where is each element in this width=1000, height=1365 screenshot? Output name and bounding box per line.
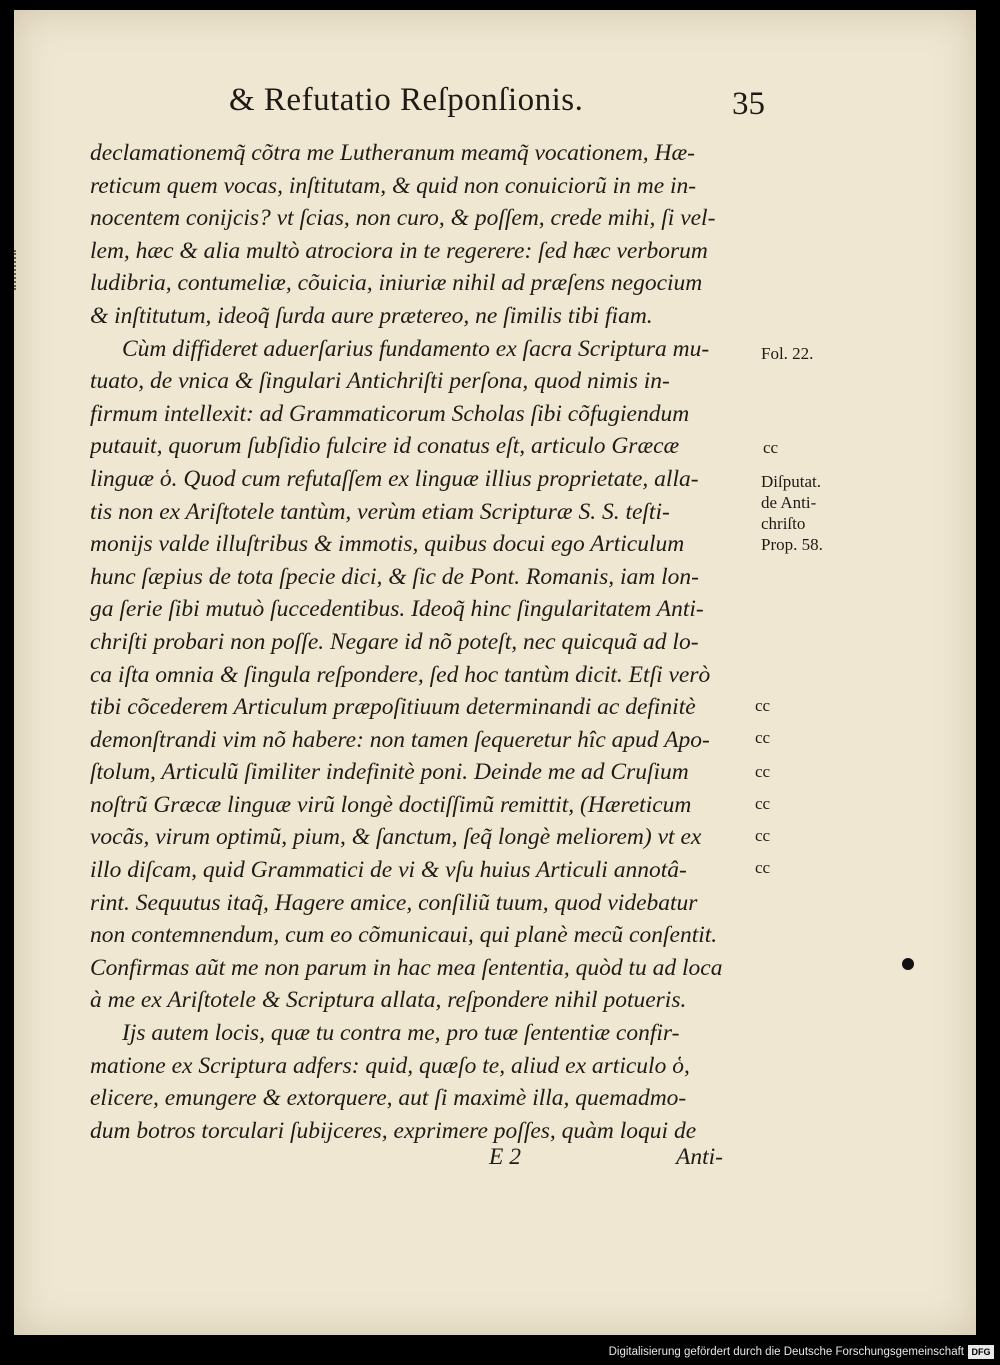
quotation-mark: cc <box>755 826 771 845</box>
marginal-note-disputat: Prop. 58. <box>761 535 823 554</box>
text-line: dum botros torculari ſubijceres, exprimere poſſes, quàm loqui de <box>90 1117 697 1144</box>
dfg-logo: DFG <box>968 1345 994 1359</box>
marginal-note-fol: Fol. 22. <box>761 344 814 363</box>
running-title: & Refutatio Reſponſionis. <box>229 82 584 118</box>
marginal-note-disputat: Diſputat. <box>761 472 821 491</box>
text-line: matione ex Scriptura adfers: quid, quæſo te, aliud ex articulo ὁ, <box>90 1052 690 1079</box>
text-line: hunc ſæpius de tota ſpecie dici, & ſic de Pont. Romanis, iam lon- <box>90 563 699 590</box>
ink-blot <box>902 958 914 970</box>
quotation-mark: cc <box>755 728 771 747</box>
text-line: à me ex Ariſtotele & Scriptura allata, reſpondere nihil potueris. <box>90 987 687 1014</box>
signature-mark: E 2 <box>489 1144 521 1170</box>
digitization-credit: Digitalisierung gefördert durch die Deutsche Forschungsgemeinschaft <box>608 1346 964 1358</box>
text-line: elicere, emungere & extorquere, aut ſi maximè illa, quemadmo- <box>90 1085 687 1112</box>
text-line: nocentem conijcis? vt ſcias, non curo, & poſſem, crede mihi, ſi vel- <box>90 205 716 232</box>
quotation-mark: cc <box>763 438 779 457</box>
text-line: noſtrũ Græcæ linguæ virũ longè doctiſſimũ remittit, (Hæreticum <box>90 791 692 818</box>
text-line: Cùm diffideret aduerſarius fundamento ex ſacra Scriptura mu- <box>122 335 710 362</box>
text-line: demonſtrandi vim nõ habere: non tamen ſequeretur hîc apud Apo- <box>90 726 710 753</box>
text-line: Confirmas aũt me non parum in hac mea ſententia, quòd tu ad loca <box>90 954 723 981</box>
text-line: putauit, quorum ſubſidio fulcire id conatus eſt, articulo Græcæ <box>90 433 680 460</box>
marginal-notes <box>755 10 979 1335</box>
page-number: 35 <box>732 86 765 122</box>
text-line: monijs valde illuſtribus & immotis, quibus docui ego Articulum <box>90 531 685 558</box>
text-line: ga ſerie ſibi mutuò ſuccedentibus. Ideoq̃ hinc ſingularitatem Anti- <box>90 596 704 623</box>
text-line: linguæ ὁ. Quod cum refutaſſem ex linguæ illius proprietate, alla- <box>90 465 699 492</box>
quotation-mark: cc <box>755 696 771 715</box>
quotation-mark: cc <box>755 794 771 813</box>
text-line: & inſtitutum, ideoq̃ ſurda aure prætereo, ne ſimilis tibi fiam. <box>90 302 653 329</box>
text-line: tis non ex Ariſtotele tantùm, verùm etiam Scripturæ S. S. teſti- <box>90 498 670 525</box>
text-line: ludibria, contumeliæ, cõuicia, iniuriæ nihil ad præſens negocium <box>90 270 703 297</box>
marginal-note-disputat: chriſto <box>761 514 806 533</box>
text-line: vocãs, virum optimũ, pium, & ſanctum, ſeq̃ longè meliorem) vt ex <box>90 824 702 851</box>
text-line: non contemnendum, cum eo cõmunicaui, qui planè mecũ conſentit. <box>90 922 718 949</box>
page-edge-marks <box>14 250 19 290</box>
text-line: Ijs autem locis, quæ tu contra me, pro tuæ ſententiæ confir- <box>122 1020 680 1047</box>
text-line: ca iſta omnia & ſingula reſpondere, ſed hoc tantùm dicit. Etſi verò <box>90 661 711 688</box>
body-text <box>90 137 770 1147</box>
quotation-mark: cc <box>755 762 771 781</box>
footer-bar <box>0 1340 1000 1365</box>
text-line: lem, hæc & alia multò atrociora in te regerere: ſed hæc verborum <box>90 237 708 264</box>
marginal-note-disputat: de Anti- <box>761 493 817 512</box>
text-line: illo diſcam, quid Grammatici de vi & vſu huius Articuli annotâ- <box>90 857 687 884</box>
text-line: rint. Sequutus itaq̃, Hagere amice, conſiliũ tuum, quod videbatur <box>90 889 698 916</box>
text-line: ſtolum, Articulũ ſimiliter indefinitè poni. Deinde me ad Cruſium <box>90 759 689 786</box>
text-line: firmum intellexit: ad Grammaticorum Scholas ſibi cõfugiendum <box>90 400 690 427</box>
catchword: Anti- <box>676 1144 723 1170</box>
text-line: tuato, de vnica & ſingulari Antichriſti perſona, quod nimis in- <box>90 368 670 395</box>
text-line: declamationemq̃ cõtra me Lutheranum meamq̃ vocationem, Hæ- <box>90 140 696 166</box>
text-line: reticum quem vocas, inſtitutam, & quid non conuiciorũ in me in- <box>90 172 697 199</box>
quotation-mark: cc <box>755 858 771 877</box>
text-line: tibi cõcederem Articulum præpoſitiuum determinandi ac definitè <box>90 694 696 721</box>
text-line: chriſti probari non poſſe. Negare id nõ poteſt, nec quicquã ad lo- <box>90 628 699 655</box>
book-page <box>14 10 976 1335</box>
